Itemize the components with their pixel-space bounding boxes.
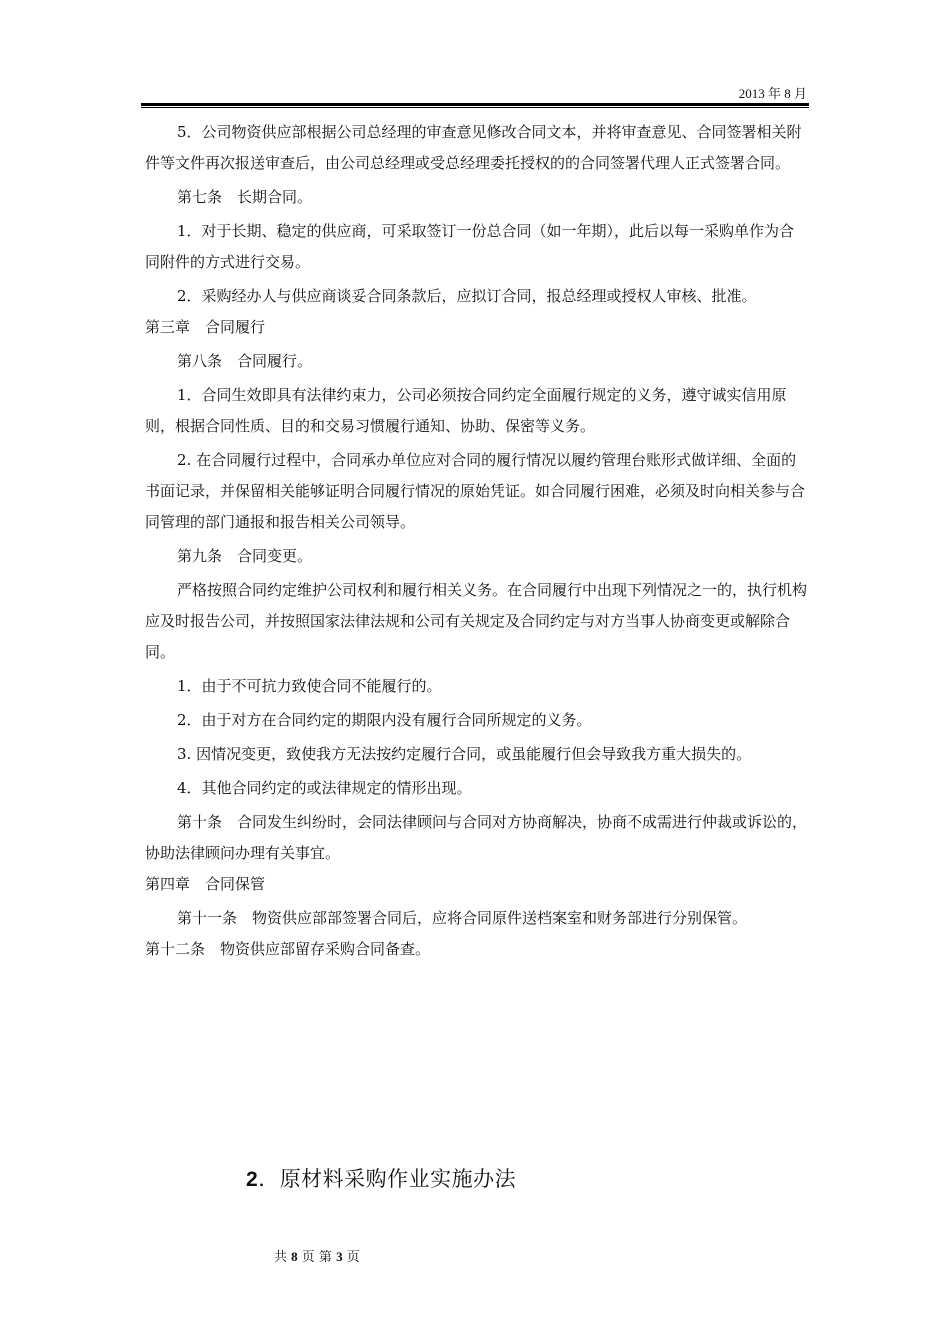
paragraph: 第十一条 物资供应部部签署合同后，应将合同原件送档案室和财务部进行分别保管。 [177,909,748,927]
paragraph: 3. 因情况变更，致使我方无法按约定履行合同，或虽能履行但会导致我方重大损失的。 [177,745,752,763]
chapter-heading: 第四章 合同保管 [145,875,266,893]
section-number: 2 [246,1168,259,1191]
paragraph: 严格按照合同约定维护公司权利和履行相关义务。在合同履行中出现下列情况之一的，执行机构应及时报告公司，并按照国家法律法规和公司有关规定及合同约定与对方当事人协商变更或解除合同。 [145,581,808,661]
paragraph: 2．采购经办人与供应商谈妥合同条款后，应拟订合同，报总经理或授权人审核、批准。 [177,287,757,305]
article-heading: 第八条 合同履行。 [177,352,313,370]
paragraph: 1．合同生效即具有法律约束力，公司必须按合同约定全面履行规定的义务，遵守诚实信用原则，根据合同性质、目的和交易习惯履行通知、协助、保密等义务。 [145,386,787,435]
paragraph: 2. 在合同履行过程中，合同承办单位应对合同的履行情况以履约管理台账形式做详细、全面的书面记录，并保留相关能够证明合同履行情况的原始凭证。如合同履行困难，必须及时向相关参与合同管理的部门通报和报告相关公司领导。 [145,451,806,531]
header-rule [141,103,809,106]
chapter-heading: 第三章 合同履行 [145,318,266,336]
section-separator: ． [258,1167,280,1191]
paragraph: 2．由于对方在合同约定的期限内没有履行合同所规定的义务。 [177,711,592,729]
paragraph: 1．对于长期、稳定的供应商，可采取签订一份总合同（如一年期），此后以每一采购单作为合同附件的方式进行交易。 [145,222,795,271]
article-heading: 第七条 长期合同。 [177,188,313,206]
article-heading: 第九条 合同变更。 [177,547,313,565]
footer-suffix: 页 [346,1250,360,1265]
section-title [246,1164,516,1195]
paragraph: 第十二条 物资供应部留存采购合同备查。 [145,940,431,958]
paragraph: 1．由于不可抗力致使合同不能履行的。 [177,677,442,695]
header-rule-thin [141,107,809,108]
document-body [145,117,809,965]
paragraph: 5．公司物资供应部根据公司总经理的审查意见修改合同文本，并将审查意见、合同签署相关附件等文件再次报送审查后，由公司总经理或受总经理委托授权的的合同签署代理人正式签署合同。 [145,123,802,172]
header-date: 2013 年 8 月 [738,86,807,101]
footer-current-page: 3 [336,1249,343,1264]
paragraph: 4．其他合同约定的或法律规定的情形出现。 [177,779,472,797]
footer-prefix: 共 [274,1250,288,1265]
section-title-text: 原材料采购作业实施办法 [279,1167,517,1191]
footer-total-pages: 8 [291,1249,298,1264]
paragraph: 第十条 合同发生纠纷时，会同法律顾问与合同对方协商解决，协商不成需进行仲裁或诉讼的，协助法律顾问办理有关事宜。 [145,813,808,862]
footer-mid: 页 第 [301,1250,332,1265]
page-footer [274,1249,360,1266]
